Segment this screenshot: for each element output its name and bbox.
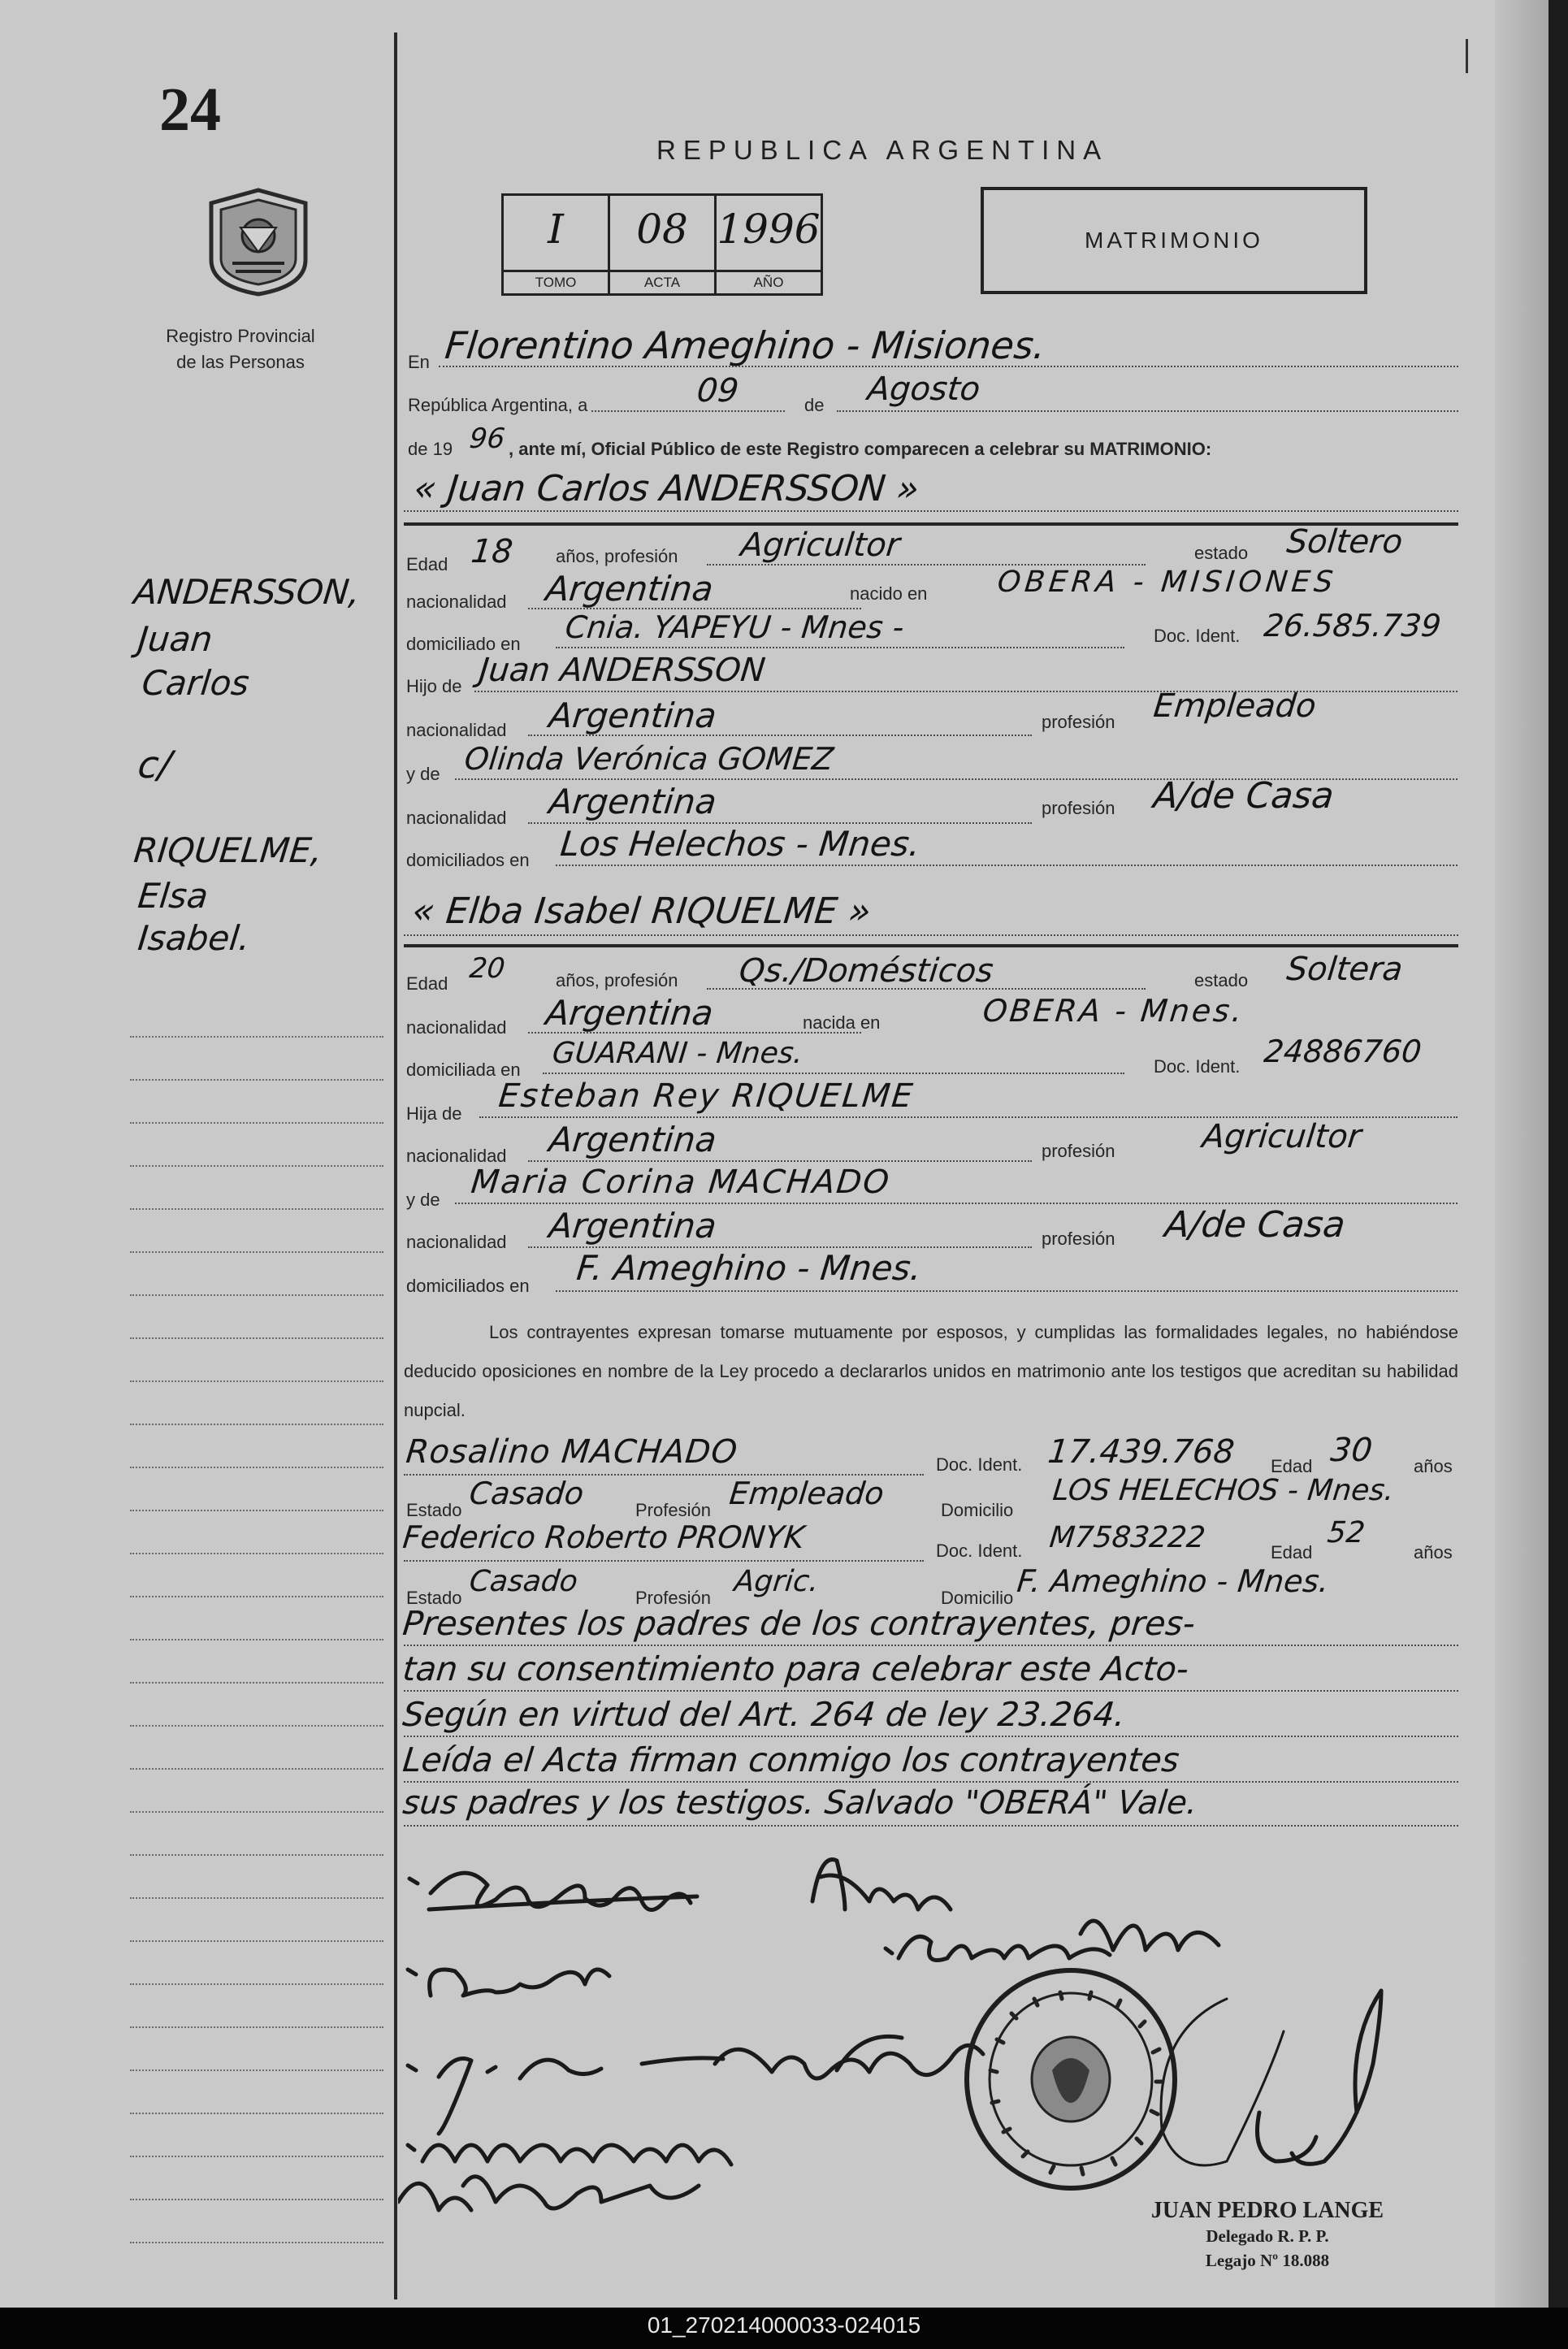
profesion-label: profesión <box>1042 1141 1115 1161</box>
margin-note-line: RIQUELME, <box>132 830 325 870</box>
margin-ruled-line <box>130 1897 383 1899</box>
groom-father-nationality: Argentina <box>547 696 719 735</box>
month-rule <box>837 410 1458 412</box>
acta-cell <box>610 196 717 293</box>
edad-label: Edad <box>1271 1456 1313 1476</box>
anos-profesion-label: años, profesión <box>556 546 678 566</box>
de-label: de <box>804 395 825 415</box>
groom-father: Juan ANDERSSON <box>477 652 768 689</box>
groom-parents-address: Los Helechos - Mnes. <box>558 824 922 864</box>
witness-name: Rosalino MACHADO <box>404 1433 740 1471</box>
y-de-label: y de <box>406 764 440 784</box>
record-number-box <box>501 193 823 296</box>
doc-ident-label: Doc. Ident. <box>936 1454 1023 1475</box>
domiciliados-en-label: domiciliados en <box>406 850 530 870</box>
groom-birthplace: OBERA - MISIONES <box>995 566 1339 599</box>
profesion-label: profesión <box>1042 1229 1115 1249</box>
issuer-line-1: Registro Provincial <box>166 326 315 346</box>
domiciliada-en-label: domiciliada en <box>406 1060 521 1080</box>
bride-profession-rule <box>707 988 1146 990</box>
witness-address: LOS HELECHOS - Mnes. <box>1050 1474 1396 1507</box>
note-rule <box>404 1825 1458 1827</box>
note-rule <box>404 1781 1458 1783</box>
witness-doc: 17.439.768 <box>1046 1433 1237 1471</box>
margin-ruled-line <box>130 1768 383 1770</box>
edad-label: Edad <box>1271 1542 1313 1562</box>
year-prefix: de 19 <box>408 439 453 459</box>
witness-age: 52 <box>1325 1516 1367 1549</box>
groom-father-profession: Empleado <box>1151 687 1319 725</box>
margin-ruled-line <box>130 2113 383 2114</box>
official-signature <box>1258 1991 1382 2164</box>
margin-ruled-line <box>130 2242 383 2243</box>
witness-age: 30 <box>1328 1432 1375 1469</box>
bride-mother-profession: A/de Casa <box>1163 1204 1348 1246</box>
tomo-cell <box>504 196 610 293</box>
bride-name-rule <box>404 934 1458 936</box>
edad-label: Edad <box>406 973 448 994</box>
margin-ruled-line <box>130 1811 383 1813</box>
groom-father-nationality-rule <box>528 735 1032 736</box>
margin-note-line: Juan <box>136 619 214 659</box>
bride-age: 20 <box>467 952 507 985</box>
bride-status: Soltera <box>1284 951 1405 988</box>
groom-parents-address-rule <box>556 865 1458 866</box>
witness-profession: Agric. <box>732 1565 821 1598</box>
republica-label: República Argentina, a <box>408 395 588 415</box>
bride-father-nationality: Argentina <box>547 1120 719 1159</box>
witness-profession: Empleado <box>727 1476 886 1511</box>
margin-ruled-line <box>130 1639 383 1640</box>
groom-mother-nationality: Argentina <box>547 782 719 821</box>
note-rule <box>404 1645 1458 1646</box>
note-line: Leída el Acta firman conmigo los contrayentes <box>401 1740 1181 1779</box>
margin-ruled-line <box>130 1467 383 1468</box>
y-de-label: y de <box>406 1190 440 1210</box>
note-line: Presentes los padres de los contrayentes, pres- <box>401 1604 1198 1643</box>
formalities-text: Los contrayentes expresan tomarse mutuamente por esposos, y cumplidas las formalidades legales, no habiéndose deducido oposiciones en nombre de la Ley procedo a declararlos unidos en matrimonio ante los testigos que acreditan su habilidad nupcial. <box>404 1322 1458 1420</box>
bride-signature <box>408 1970 609 1996</box>
margin-ruled-line <box>130 1294 383 1296</box>
nacionalidad-label: nacionalidad <box>406 1232 507 1252</box>
margin-ruled-line <box>130 1553 383 1554</box>
issuer-line-2: de las Personas <box>176 352 305 372</box>
bride-profession: Qs./Domésticos <box>737 952 995 990</box>
witness-doc: M7583222 <box>1047 1521 1207 1554</box>
estado-label: estado <box>1194 970 1249 990</box>
tomo-label: TOMO <box>504 270 608 293</box>
profesion-label: profesión <box>1042 712 1115 732</box>
ano-label: AÑO <box>717 270 821 293</box>
witness-name: Federico Roberto PRONYK <box>401 1519 807 1555</box>
profesion-label: Profesión <box>635 1588 711 1608</box>
margin-ruled-line <box>130 2069 383 2071</box>
bride-parents-address-rule <box>556 1290 1458 1292</box>
bride-father: Esteban Rey RIQUELME <box>496 1077 916 1115</box>
groom-name: « Juan Carlos ANDERSSON » <box>412 468 921 509</box>
note-line: Según en virtud del Art. 264 de ley 23.264. <box>401 1695 1128 1734</box>
margin-ruled-line <box>130 1079 383 1081</box>
groom-name-rule <box>404 510 1458 512</box>
margin-ruled-line <box>130 1251 383 1253</box>
nacida-en-label: nacida en <box>803 1012 881 1033</box>
margin-divider <box>394 33 397 2299</box>
doc-ident-label: Doc. Ident. <box>1154 1056 1241 1077</box>
edad-label: Edad <box>406 554 448 574</box>
nacido-en-label: nacido en <box>850 583 928 604</box>
witness-name-rule <box>404 1560 924 1562</box>
groom-doc: 26.585.739 <box>1262 608 1443 644</box>
bride-mother-signature <box>398 2177 699 2210</box>
margin-ruled-line <box>130 1036 383 1038</box>
file-label: 01_270214000033-024015 <box>647 2312 921 2338</box>
note-line: tan su consentimiento para celebrar este Acto- <box>401 1649 1191 1688</box>
groom-mother: Olinda Verónica GOMEZ <box>462 741 836 777</box>
official-seal-icon <box>961 1965 1180 2194</box>
nacionalidad-label: nacionalidad <box>406 1017 507 1038</box>
margin-ruled-line <box>130 1682 383 1684</box>
official-stamp <box>1117 2198 1418 2273</box>
estado-label: Estado <box>406 1500 462 1520</box>
country-heading: REPUBLICA ARGENTINA <box>656 135 1109 165</box>
margin-ruled-line <box>130 1380 383 1382</box>
witness-status: Casado <box>467 1565 580 1598</box>
nacionalidad-label: nacionalidad <box>406 720 507 740</box>
margin-note-line: Isabel. <box>136 918 253 958</box>
margin-ruled-line <box>130 1122 383 1124</box>
doc-ident-label: Doc. Ident. <box>936 1541 1023 1561</box>
doc-ident-label: Doc. Ident. <box>1154 626 1241 646</box>
margin-ruled-line <box>130 2199 383 2200</box>
official-role: Delegado R. P. P. <box>1206 2226 1329 2246</box>
nacionalidad-label: nacionalidad <box>406 1146 507 1166</box>
hija-de-label: Hija de <box>406 1103 462 1124</box>
groom-mother-profession: A/de Casa <box>1151 775 1336 817</box>
note-line: sus padres y los testigos. Salvado "OBERÁ" Vale. <box>401 1784 1200 1822</box>
day-rule <box>591 410 785 412</box>
margin-ruled-line <box>130 2156 383 2157</box>
margin-ruled-line <box>130 1983 383 1985</box>
bride-parents-address: F. Ameghino - Mnes. <box>574 1248 924 1288</box>
official-name: JUAN PEDRO LANGE <box>1150 2198 1384 2223</box>
mother-signature <box>408 2145 731 2165</box>
bride-address-rule <box>543 1073 1124 1074</box>
margin-ruled-line <box>130 1854 383 1856</box>
witness-status: Casado <box>467 1476 586 1511</box>
hijo-de-label: Hijo de <box>406 676 462 696</box>
bride-mother-nationality: Argentina <box>547 1206 719 1246</box>
groom-nationality: Argentina <box>544 569 716 609</box>
margin-ruled-line <box>130 1510 383 1511</box>
groom-status: Soltero <box>1284 523 1405 561</box>
profesion-label: profesión <box>1042 798 1115 818</box>
groom-father-signature <box>812 1860 951 1909</box>
bride-father-signature <box>408 2036 983 2134</box>
bride-name: « Elba Isabel RIQUELME » <box>410 891 873 932</box>
en-label: En <box>408 352 430 372</box>
bride-address: GUARANI - Mnes. <box>550 1037 805 1070</box>
domiciliados-en-label: domiciliados en <box>406 1276 530 1296</box>
margin-ruled-line <box>130 1208 383 1210</box>
place-value: Florentino Ameghino - Misiones. <box>443 323 1048 367</box>
official-legajo: Legajo Nº 18.088 <box>1205 2251 1330 2270</box>
margin-ruled-line <box>130 1725 383 1727</box>
domicilio-label: Domicilio <box>941 1500 1014 1520</box>
ano-value: 1996 <box>717 206 821 253</box>
bride-birthplace: OBERA - Mnes. <box>981 993 1246 1029</box>
bride-mother: Maria Corina MACHADO <box>469 1164 893 1201</box>
margin-ruled-line <box>130 1596 383 1597</box>
estado-label: Estado <box>406 1588 462 1608</box>
estado-label: estado <box>1194 543 1249 563</box>
margin-ruled-line <box>130 2026 383 2028</box>
note-rule <box>404 1690 1458 1692</box>
groom-address: Cnia. YAPEYU - Mnes - <box>563 609 906 645</box>
margin-note-line: ANDERSSON, <box>132 572 362 612</box>
section-divider <box>404 944 1458 947</box>
edge-mark <box>1466 39 1468 73</box>
place-rule <box>439 366 1458 367</box>
groom-profession: Agricultor <box>739 527 902 564</box>
day-value: 09 <box>695 372 741 410</box>
record-type-box: MATRIMONIO <box>981 187 1367 294</box>
margin-note-line: Elsa <box>136 876 210 916</box>
note-rule <box>404 1736 1458 1737</box>
margin-ruled-line <box>130 1165 383 1167</box>
ano-cell <box>717 196 821 293</box>
domicilio-label: Domicilio <box>941 1588 1014 1608</box>
acta-label: ACTA <box>610 270 714 293</box>
anos-profesion-label: años, profesión <box>556 970 678 990</box>
witness-1-signature <box>886 1921 1219 1961</box>
opening-statement: , ante mí, Oficial Público de este Registro comparecen a celebrar su MATRIMONIO: <box>509 439 1212 459</box>
bride-nationality: Argentina <box>544 993 716 1033</box>
acta-value: 08 <box>636 206 688 253</box>
anos-label: años <box>1414 1456 1453 1476</box>
tomo-value: I <box>548 206 564 253</box>
month-value: Agosto <box>865 371 982 408</box>
domiciliado-en-label: domiciliado en <box>406 634 521 654</box>
bride-doc: 24886760 <box>1262 1034 1423 1069</box>
groom-signature <box>409 1873 697 1909</box>
margin-note-line: c/ <box>136 743 174 787</box>
bride-father-profession: Agricultor <box>1200 1118 1363 1155</box>
year-suffix: 96 <box>467 423 507 455</box>
provincial-emblem-icon <box>203 185 314 299</box>
groom-age: 18 <box>469 533 515 570</box>
margin-ruled-line <box>130 1940 383 1942</box>
nacionalidad-label: nacionalidad <box>406 592 507 612</box>
margin-note-line: Carlos <box>140 663 252 703</box>
groom-address-rule <box>556 647 1124 648</box>
margin-ruled-line <box>130 1337 383 1339</box>
anos-label: años <box>1414 1542 1453 1562</box>
issuer-name <box>122 323 359 375</box>
profesion-label: Profesión <box>635 1500 711 1520</box>
nacionalidad-label: nacionalidad <box>406 808 507 828</box>
page-number: 24 <box>159 76 221 144</box>
bride-father-nationality-rule <box>528 1160 1032 1162</box>
margin-ruled-line <box>130 1424 383 1425</box>
signatures-area <box>398 1836 1471 2226</box>
witness-address: F. Ameghino - Mnes. <box>1015 1563 1331 1599</box>
